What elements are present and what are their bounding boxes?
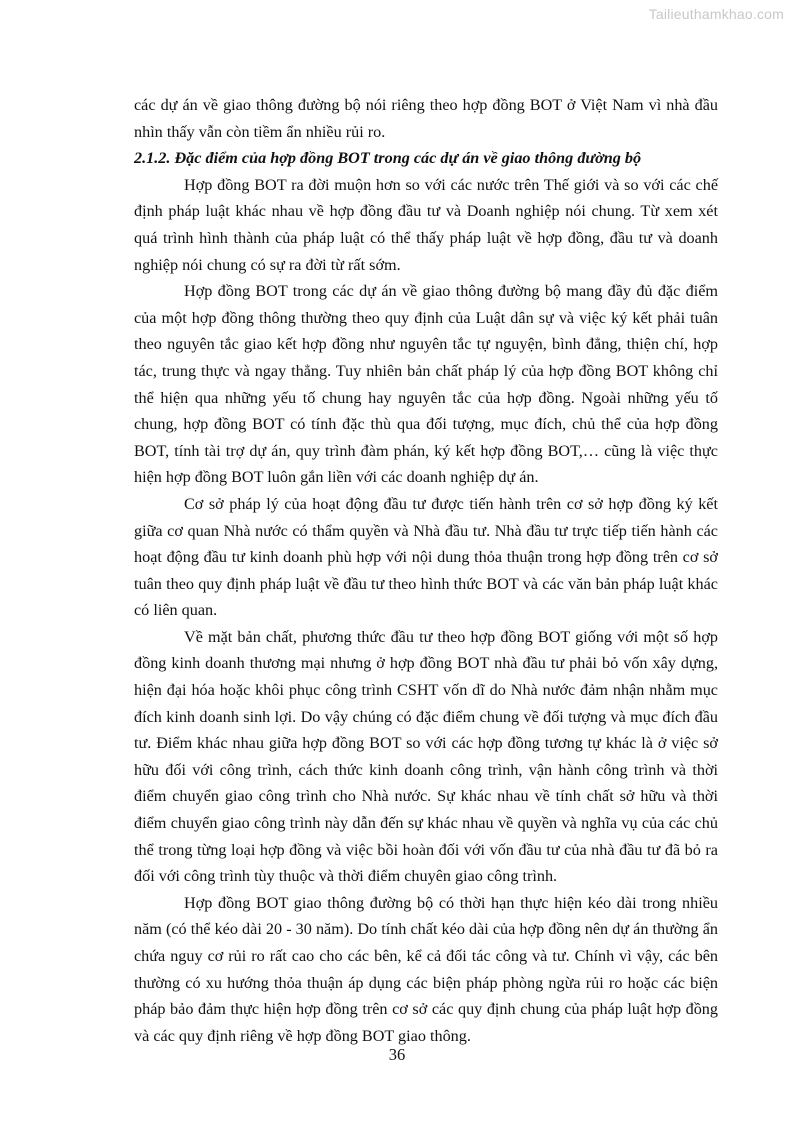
document-body [134,92,718,1049]
paragraph-1: Hợp đồng BOT ra đời muộn hơn so với các nước trên Thế giới và so với các chế định pháp luật khác nhau về hợp đồng đầu tư và Doanh nghiệp nói chung. Từ xem xét quá trình hình thành của pháp luật có thể thấy pháp luật về hợp đồng, đầu tư và doanh nghiệp nói chung có sự ra đời từ rất sớm. [134,175,718,274]
section-heading: 2.1.2. Đặc điểm của hợp đồng BOT trong các dự án về giao thông đường bộ [134,149,642,168]
watermark: Tailieuthamkhao.com [648,6,784,22]
paragraph-5: Hợp đồng BOT giao thông đường bộ có thời hạn thực hiện kéo dài trong nhiều năm (có thể kéo dài 20 - 30 năm). Do tính chất kéo dài của hợp đồng nên dự án thường ẩn chứa nguy cơ rủi ro rất cao cho các bên, kể cả đối tác công và tư. Chính vì vậy, các bên thường có xu hướng thỏa thuận áp dụng các biện pháp phòng ngừa rủi ro hoặc các biện pháp bảo đảm thực hiện hợp đồng trên cơ sở các quy định chung của pháp luật hợp đồng và các quy định riêng về hợp đồng BOT giao thông. [134,893,718,1045]
paragraph-3: Cơ sở pháp lý của hoạt động đầu tư được tiến hành trên cơ sở hợp đồng ký kết giữa cơ quan Nhà nước có thẩm quyền và Nhà đầu tư. Nhà đầu tư trực tiếp tiến hành các hoạt động đầu tư kinh doanh phù hợp với nội dung thỏa thuận trong hợp đồng trên cơ sở tuân theo quy định pháp luật về đầu tư theo hình thức BOT và các văn bản pháp luật khác có liên quan. [134,494,718,620]
page-number: 36 [388,1045,406,1064]
paragraph-2: Hợp đồng BOT trong các dự án về giao thông đường bộ mang đầy đủ đặc điểm của một hợp đồng thông thường theo quy định của Luật dân sự và việc ký kết phải tuân theo nguyên tắc giao kết hợp đồng như nguyên tắc tự nguyện, bình đẳng, thiện chí, hợp tác, trung thực và ngay thẳng. Tuy nhiên bản chất pháp lý của hợp đồng BOT không chỉ thể hiện qua những yếu tố chung hay nguyên tắc của hợp đồng. Ngoài những yếu tố chung, hợp đồng BOT có tính đặc thù qua đối tượng, mục đích, chủ thể của hợp đồng BOT, tính tài trợ dự án, quy trình đàm phán, ký kết hợp đồng BOT,… cũng là việc thực hiện hợp đồng BOT luôn gắn liền với các doanh nghiệp dự án. [134,282,718,487]
intro-paragraph: các dự án về giao thông đường bộ nói riêng theo hợp đồng BOT ở Việt Nam vì nhà đầu nhìn thấy vẫn còn tiềm ẩn nhiều rủi ro. [134,96,718,141]
paragraph-4: Về mặt bản chất, phương thức đầu tư theo hợp đồng BOT giống với một số hợp đồng kinh doanh thương mại nhưng ở hợp đồng BOT nhà đầu tư phải bỏ vốn xây dựng, hiện đại hóa hoặc khôi phục công trình CSHT vốn dĩ do Nhà nước đảm nhận nhằm mục đích kinh doanh sinh lợi. Do vậy chúng có đặc điểm chung về đối tượng và mục đích đầu tư. Điểm khác nhau giữa hợp đồng BOT so với các hợp đồng tương tự khác là ở việc sở hữu đối với công trình, cách thức kinh doanh công trình, vận hành công trình và thời điểm chuyển giao công trình cho Nhà nước. Sự khác nhau về tính chất sở hữu và thời điểm chuyển giao công trình này dẫn đến sự khác nhau về quyền và nghĩa vụ của các chủ thể trong từng loại hợp đồng và việc bồi hoàn đối với vốn đầu tư của nhà đầu tư đã bỏ ra đối với công trình tùy thuộc và thời điểm chuyên giao công trình. [134,627,718,886]
